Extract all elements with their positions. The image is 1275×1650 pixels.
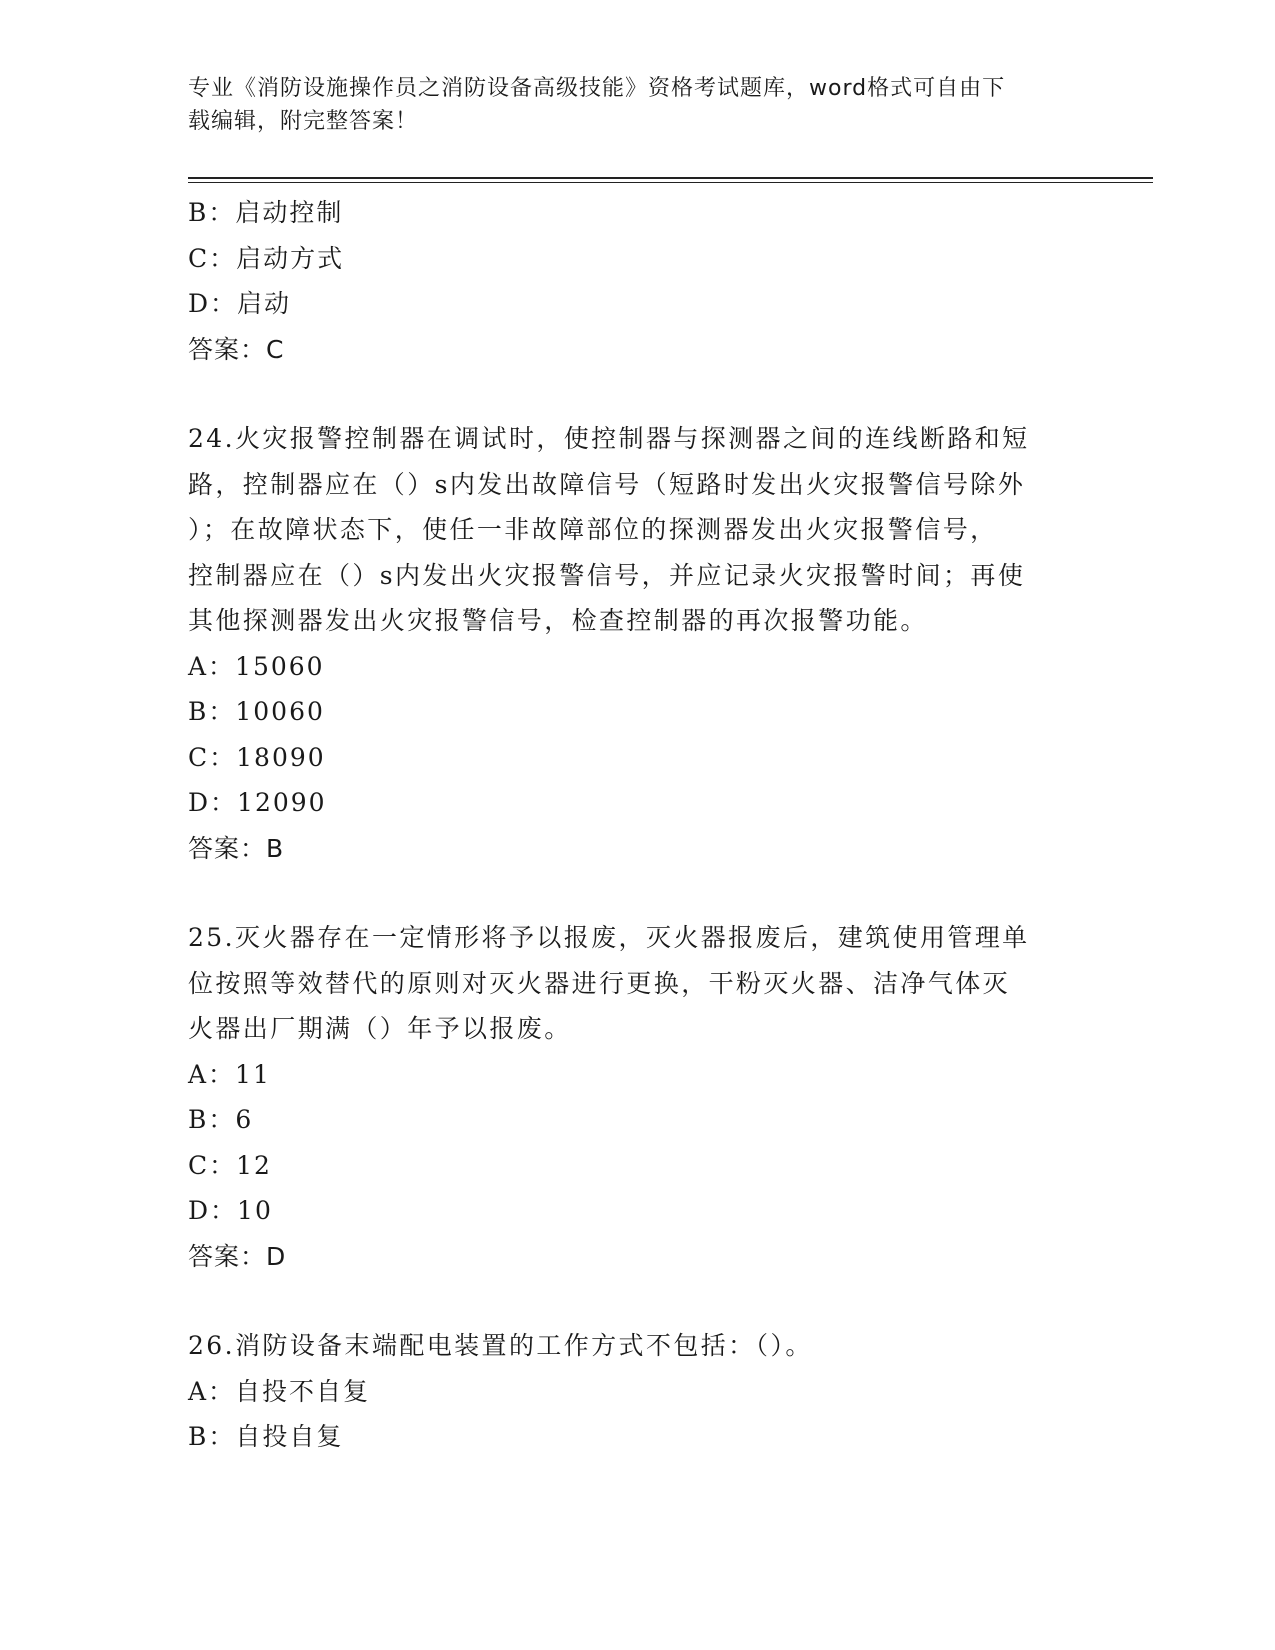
answer-line: 答案：D <box>188 1241 287 1271</box>
answer-line: 答案：C <box>188 334 285 364</box>
question-26 <box>188 1323 1088 1460</box>
header-line-1: 专业《消防设施操作员之消防设备高级技能》资格考试题库，word格式可自由下 <box>188 76 1006 101</box>
header-divider-thin <box>188 182 1153 183</box>
option-d: D：启动 <box>188 289 292 318</box>
stem-line: 位按照等效替代的原则对灭火器进行更换，干粉灭火器、洁净气体灭 <box>188 968 1011 998</box>
spacer <box>188 1279 1088 1323</box>
question-24 <box>188 416 1088 871</box>
option-b: B：自投自复 <box>188 1422 344 1451</box>
spacer <box>188 871 1088 915</box>
option-c: C：12 <box>188 1150 272 1180</box>
answer-line: 答案：B <box>188 833 285 863</box>
stem-line: ）；在故障状态下，使任一非故障部位的探测器发出火灾报警信号， <box>188 515 998 544</box>
header-divider-thick <box>188 177 1153 179</box>
stem-line: 其他探测器发出火灾报警信号，检查控制器的再次报警功能。 <box>188 606 928 635</box>
option-b: B：10060 <box>188 697 325 726</box>
header-line-2: 载编辑，附完整答案！ <box>188 109 419 134</box>
stem-line: 26.消防设备末端配电装置的工作方式不包括：（）。 <box>188 1331 813 1360</box>
option-d: D：10 <box>188 1196 273 1225</box>
option-c: C：启动方式 <box>188 243 345 273</box>
option-a: A：自投不自复 <box>188 1376 371 1406</box>
stem-line: 路，控制器应在（）s内发出故障信号（短路时发出火灾报警信号除外 <box>188 469 1026 499</box>
stem-line: 火器出厂期满（）年予以报废。 <box>188 1014 572 1043</box>
stem-line: 控制器应在（）s内发出火灾报警信号，并应记录火灾报警时间；再使 <box>188 560 1026 590</box>
option-b: B：启动控制 <box>188 198 344 227</box>
option-b: B：6 <box>188 1105 254 1134</box>
spacer <box>188 372 1088 416</box>
question-23-tail <box>188 190 1088 372</box>
document-header <box>188 72 1088 138</box>
option-a: A：15060 <box>188 651 325 681</box>
option-d: D：12090 <box>188 788 327 817</box>
question-stem <box>188 416 1088 644</box>
question-stem <box>188 915 1088 1052</box>
question-content <box>188 190 1088 1460</box>
stem-line: 25.灭火器存在一定情形将予以报废，灭火器报废后，建筑使用管理单 <box>188 923 1030 952</box>
stem-line: 24.火灾报警控制器在调试时，使控制器与探测器之间的连线断路和短 <box>188 424 1030 453</box>
option-c: C：18090 <box>188 742 326 772</box>
question-stem <box>188 1323 1088 1369</box>
option-a: A：11 <box>188 1059 271 1089</box>
question-25 <box>188 915 1088 1279</box>
